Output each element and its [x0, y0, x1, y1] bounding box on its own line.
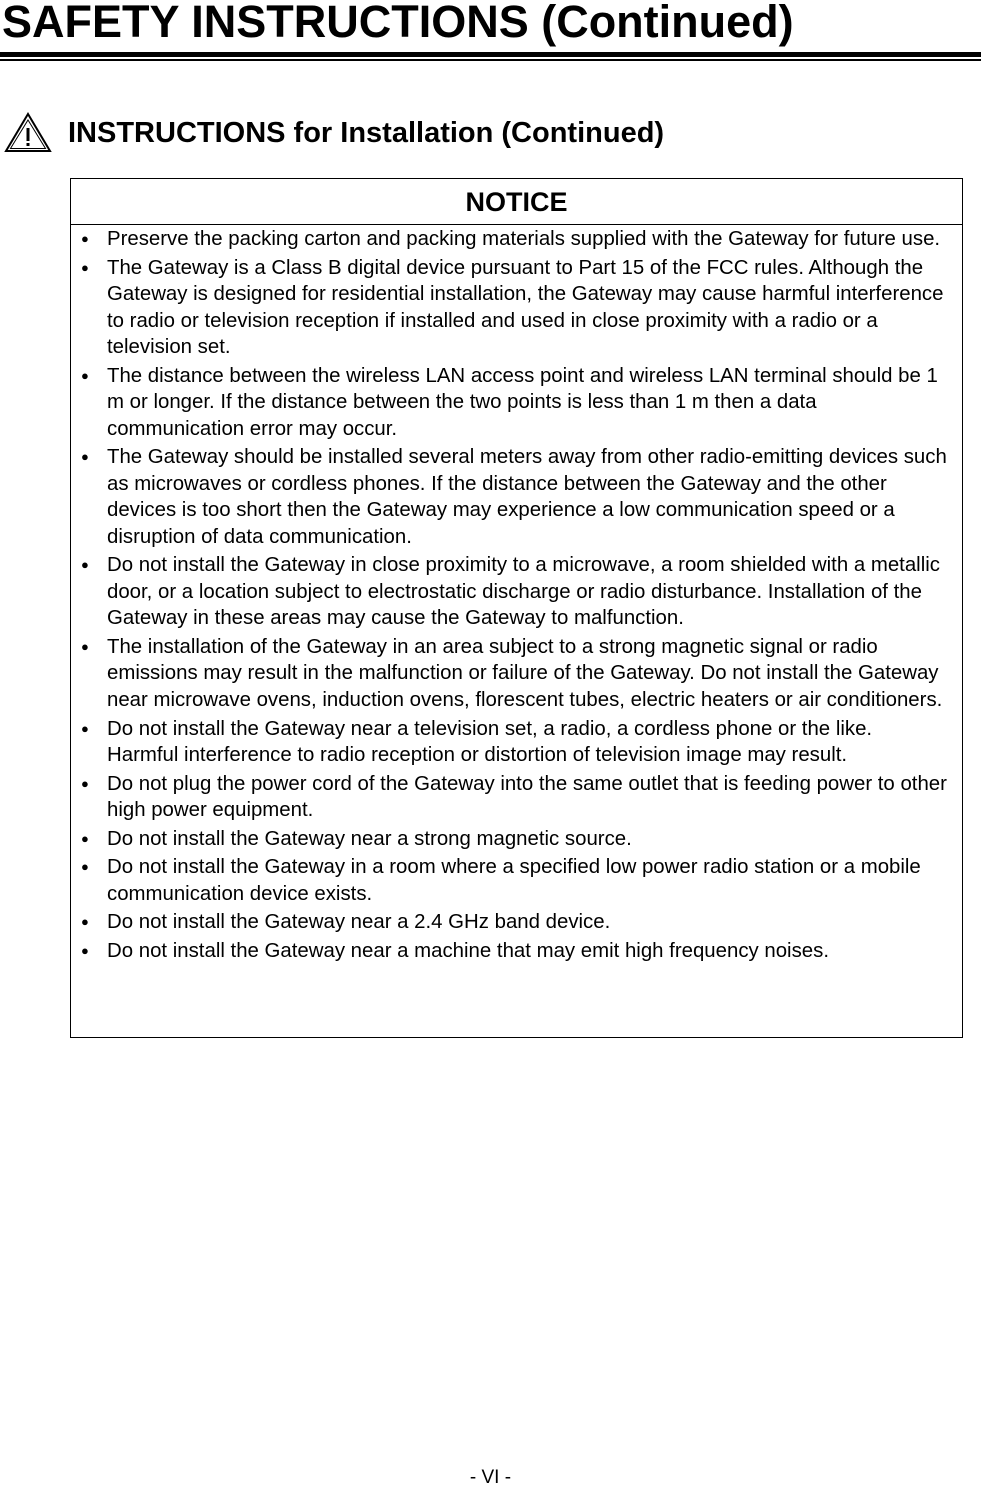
list-item [71, 716, 962, 769]
bullet-icon: ● [81, 859, 89, 875]
notice-list [71, 225, 962, 965]
list-item-text: Do not install the Gateway near a machine that may emit high frequency noises. [107, 940, 829, 963]
notice-header: NOTICE [71, 179, 962, 225]
list-item [71, 363, 962, 443]
bullet-icon: ● [81, 775, 89, 791]
list-item-text: The installation of the Gateway in an area subject to a strong magnetic signal or radio emissions may result in the malfunction or failure of the Gateway. Do not install the Gateway near microwave ovens, induction ovens, florescent tubes, electric heaters or air conditioners. [107, 635, 943, 711]
list-item-text: Do not install the Gateway near a television set, a radio, a cordless phone or the like. Harmful interference to radio reception or distortion of television image may result. [107, 717, 895, 767]
list-item [71, 771, 962, 824]
page-number: - VI - [469, 1467, 512, 1488]
bullet-icon: ● [81, 367, 89, 383]
list-item-text: Do not install the Gateway in close proximity to a microwave, a room shielded with a metallic door, or a location subject to electrostatic discharge or radio disturbance. Installation of the Gateway in these areas may cause the Gateway to malfunction. [107, 554, 940, 630]
bullet-icon: ● [81, 914, 89, 930]
list-item-text: Preserve the packing carton and packing materials supplied with the Gateway for future use. [107, 228, 941, 250]
list-item [71, 938, 962, 965]
section-heading [4, 112, 664, 154]
bullet-icon: ● [81, 449, 89, 465]
title-rule-thick [0, 52, 981, 57]
list-item [71, 552, 962, 632]
bullet-icon: ● [81, 720, 89, 736]
list-item-text: Do not install the Gateway near a strong magnetic source. [107, 827, 632, 850]
list-item-text: Do not plug the power cord of the Gateway into the same outlet that is feeding power to other high power equipment. [107, 772, 947, 822]
section-heading-text: INSTRUCTIONS for Installation (Continued) [68, 116, 665, 149]
list-item-text: Do not install the Gateway near a 2.4 GHz band device. [107, 911, 611, 934]
title-rule-thin [0, 59, 981, 61]
list-item-text: The Gateway is a Class B digital device pursuant to Part 15 of the FCC rules. Although the Gateway is designed for residential installation, the Gateway may cause harmful interference to radio or television reception if installed and used in close proximity with a radio or a television set. [107, 256, 944, 359]
bullet-icon: ● [81, 830, 89, 846]
bullet-icon: ● [81, 259, 89, 275]
list-item [71, 826, 962, 853]
list-item [71, 854, 962, 907]
list-item [71, 634, 962, 714]
bullet-icon: ● [81, 943, 89, 959]
list-item-text: The Gateway should be installed several meters away from other radio-emitting devices such as microwaves or cordless phones. If the distance between the Gateway and the other devices is too short then the Gateway may experience a low communication speed or a disruption of data communication. [107, 446, 947, 548]
warning-triangle-icon [4, 112, 52, 154]
list-item-text: The distance between the wireless LAN access point and wireless LAN terminal should be 1 m or longer. If the distance between the two points is less than 1 m then a data communication error may occur. [107, 364, 938, 440]
page-title: SAFETY INSTRUCTIONS (Continued) [2, 0, 794, 47]
list-item-text: Do not install the Gateway in a room where a specified low power radio station or a mobile communication device exists. [107, 856, 921, 905]
bullet-icon: ● [81, 638, 89, 654]
list-item [71, 909, 962, 936]
list-item [71, 226, 962, 253]
notice-box [70, 178, 963, 1038]
bullet-icon: ● [81, 231, 89, 246]
list-item [71, 444, 962, 550]
list-item [71, 255, 962, 361]
bullet-icon: ● [81, 557, 89, 573]
